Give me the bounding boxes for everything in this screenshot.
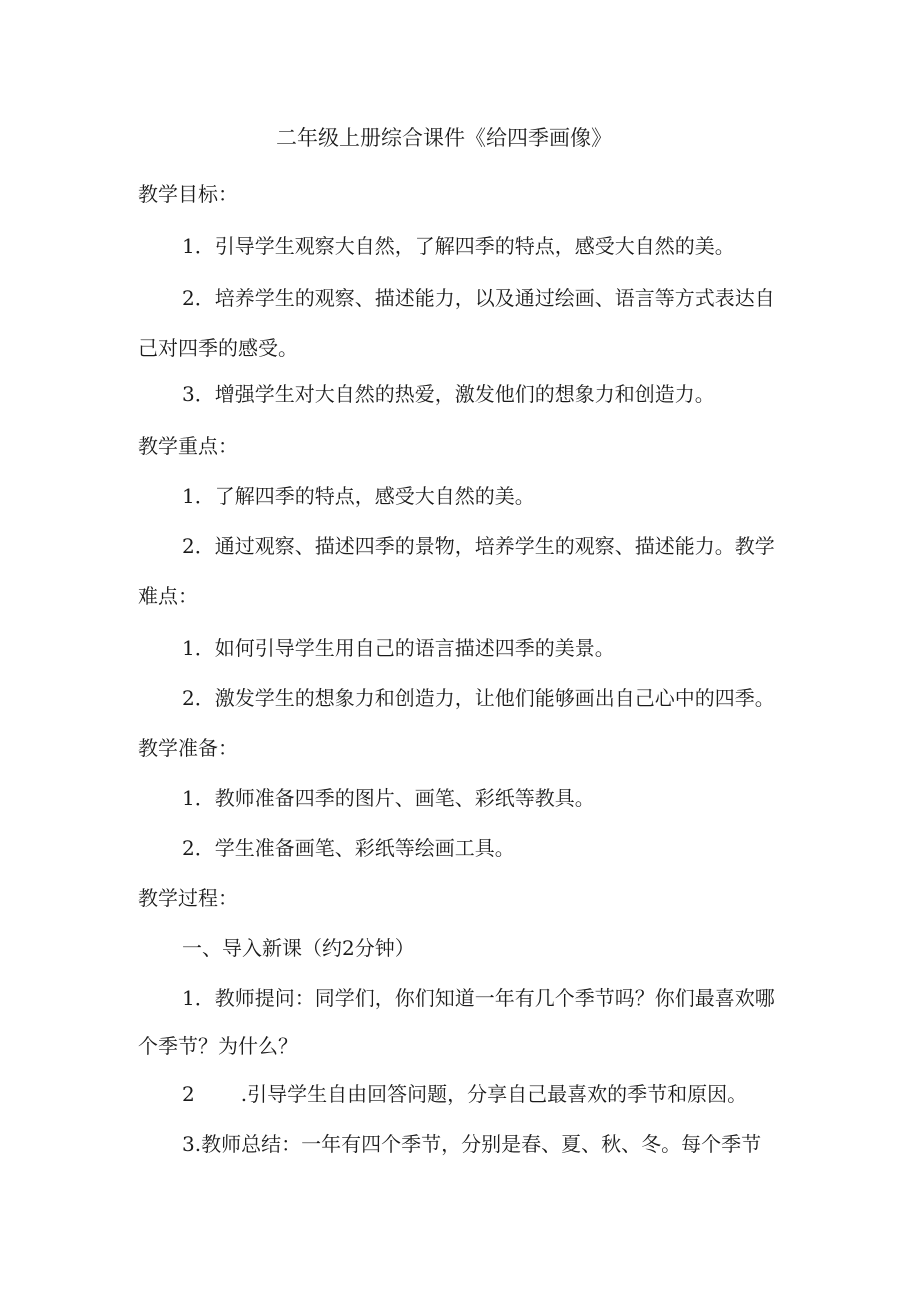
process-item-2-text: .引导学生自由回答问题，分享自己最喜欢的季节和原因。 — [240, 1082, 748, 1106]
goal-item-1: 1．引导学生观察大自然，了解四季的特点，感受大自然的美。 — [182, 234, 735, 258]
process-item-1: 1．教师提问：同学们，你们知道一年有几个季节吗？你们最喜欢哪 — [182, 986, 775, 1010]
page-title: 二年级上册综合课件《给四季画像》 — [276, 126, 612, 150]
goal-item-2: 2．培养学生的观察、描述能力，以及通过绘画、语言等方式表达自 — [182, 286, 775, 310]
goal-item-3: 3．增强学生对大自然的热爱，激发他们的想象力和创造力。 — [182, 382, 715, 406]
key-point-item-2: 2．通过观察、描述四季的景物，培养学生的观察、描述能力。教学 — [182, 534, 775, 558]
process-item-2 — [182, 1080, 747, 1108]
preparation-item-2: 2．学生准备画笔、彩纸等绘画工具。 — [182, 836, 515, 860]
process-item-2-number: 2 — [182, 1082, 195, 1106]
process-heading: 教学过程： — [138, 886, 238, 910]
key-point-item-1: 1．了解四季的特点，感受大自然的美。 — [182, 484, 535, 508]
goal-item-2-continued: 己对四季的感受。 — [138, 336, 298, 360]
process-item-3: 3.教师总结：一年有四个季节，分别是春、夏、秋、冬。每个季节 — [182, 1132, 762, 1156]
difficulties-heading: 难点： — [138, 584, 198, 608]
difficulty-item-2: 2．激发学生的想象力和创造力，让他们能够画出自己心中的四季。 — [182, 686, 775, 710]
preparation-heading: 教学准备： — [138, 736, 238, 760]
preparation-item-1: 1．教师准备四季的图片、画笔、彩纸等教具。 — [182, 786, 595, 810]
process-item-1-continued: 个季节？为什么？ — [138, 1034, 298, 1058]
difficulty-item-1: 1．如何引导学生用自己的语言描述四季的美景。 — [182, 636, 615, 660]
process-section-1: 一、导入新课（约2分钟） — [182, 936, 415, 960]
key-points-heading: 教学重点： — [138, 434, 238, 458]
goals-heading: 教学目标： — [138, 182, 238, 206]
